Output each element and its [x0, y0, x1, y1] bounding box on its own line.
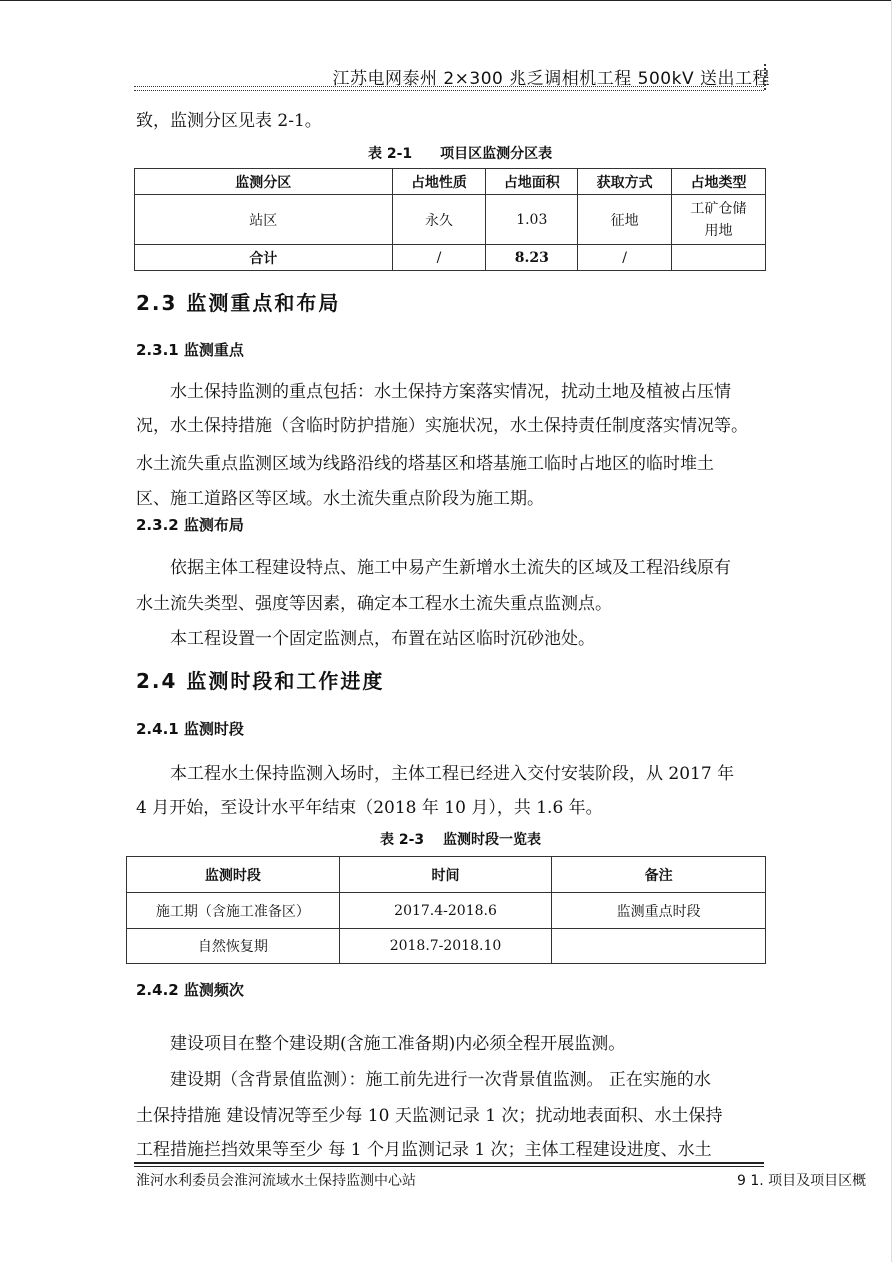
header-vertical-divider	[764, 64, 766, 90]
table2-header-cell: 监测时段	[127, 857, 340, 893]
table-cell: 施工期（含施工准备区）	[127, 893, 340, 929]
document-header-title: 江苏电网泰州 2×300 兆乏调相机工程 500kV 送出工程	[332, 69, 770, 89]
table1-header-row	[135, 169, 766, 195]
header-divider-secondary	[134, 90, 764, 91]
table1-header-cell: 占地性质	[392, 169, 486, 195]
paragraph-line: 水土流失重点监测区域为线路沿线的塔基区和塔基施工临时占地区的临时堆土	[136, 454, 714, 474]
table1-caption: 表 2-1 项目区监测分区表	[368, 146, 553, 162]
table2-header-cell: 时间	[339, 857, 552, 893]
table-row	[127, 929, 766, 964]
paragraph-line: 工程措施拦挡效果等至少 每 1 个月监测记录 1 次；主体工程建设进度、水土	[136, 1140, 712, 1160]
section-heading-2-3: 2.3 监测重点和布局	[136, 291, 341, 315]
table-cell: 2018.7-2018.10	[339, 929, 552, 964]
paragraph-line: 水土保持监测的重点包括：水土保持方案落实情况，扰动土地及植被占压情	[170, 382, 731, 402]
table-row-total	[135, 245, 766, 271]
subsection-heading-2-4-1: 2.4.1 监测时段	[136, 720, 244, 738]
table-row	[135, 195, 766, 245]
table-cell: 合计	[135, 245, 393, 271]
table-cell: 8.23	[486, 245, 578, 271]
table-row	[127, 893, 766, 929]
footer-page-info: 9 1. 项目及项目区概	[737, 1173, 867, 1189]
table-cell: 工矿仓储用地	[672, 195, 766, 245]
page-top-border	[0, 0, 892, 1]
table-cell: /	[578, 245, 672, 271]
table-monitoring-zones	[134, 168, 766, 271]
intro-line: 致，监测分区见表 2-1。	[136, 111, 322, 131]
footer-divider-secondary	[134, 1166, 764, 1167]
table1-header-cell: 占地类型	[672, 169, 766, 195]
subsection-heading-2-3-2: 2.3.2 监测布局	[136, 516, 244, 534]
paragraph-line: 区、施工道路区等区域。水土流失重点阶段为施工期。	[136, 489, 544, 509]
section-heading-2-4: 2.4 监测时段和工作进度	[136, 669, 385, 693]
paragraph-line: 建设期（含背景值监测）：施工前先进行一次背景值监测。 正在实施的水	[170, 1070, 711, 1090]
paragraph-line: 水土流失类型、强度等因素，确定本工程水土流失重点监测点。	[136, 594, 612, 614]
table2-header-row	[127, 857, 766, 893]
paragraph-line: 土保持措施 建设情况等至少每 10 天监测记录 1 次；扰动地表面积、水土保持	[136, 1106, 723, 1126]
paragraph-line: 况，水土保持措施（含临时防护措施）实施状况，水土保持责任制度落实情况等。	[136, 416, 748, 436]
table2-caption: 表 2-3 监测时段一览表	[380, 832, 542, 848]
paragraph-line: 本工程水土保持监测入场时，主体工程已经进入交付安装阶段，从 2017 年	[170, 764, 735, 784]
table-monitoring-periods	[126, 856, 766, 964]
subsection-heading-2-4-2: 2.4.2 监测频次	[136, 981, 244, 999]
table2-header-cell: 备注	[552, 857, 766, 893]
paragraph-line: 4 月开始，至设计水平年结束（2018 年 10 月），共 1.6 年。	[136, 798, 603, 818]
table-cell: /	[392, 245, 486, 271]
subsection-heading-2-3-1: 2.3.1 监测重点	[136, 341, 244, 359]
table-cell: 2017.4-2018.6	[339, 893, 552, 929]
table-cell: 自然恢复期	[127, 929, 340, 964]
table-cell: 征地	[578, 195, 672, 245]
table-cell: 永久	[392, 195, 486, 245]
table-cell	[672, 245, 766, 271]
header-divider	[134, 86, 764, 87]
table-cell	[552, 929, 766, 964]
table1-header-cell: 监测分区	[135, 169, 393, 195]
paragraph-line: 建设项目在整个建设期(含施工准备期)内必须全程开展监测。	[170, 1034, 626, 1054]
paragraph-line: 依据主体工程建设特点、施工中易产生新增水土流失的区域及工程沿线原有	[170, 558, 731, 578]
table-cell: 1.03	[486, 195, 578, 245]
paragraph-line: 本工程设置一个固定监测点，布置在站区临时沉砂池处。	[170, 629, 595, 649]
table-cell: 站区	[135, 195, 393, 245]
table-cell: 监测重点时段	[552, 893, 766, 929]
table1-header-cell: 获取方式	[578, 169, 672, 195]
table1-header-cell: 占地面积	[486, 169, 578, 195]
footer-organization: 淮河水利委员会淮河流域水土保持监测中心站	[136, 1173, 416, 1189]
footer-divider	[134, 1162, 764, 1164]
